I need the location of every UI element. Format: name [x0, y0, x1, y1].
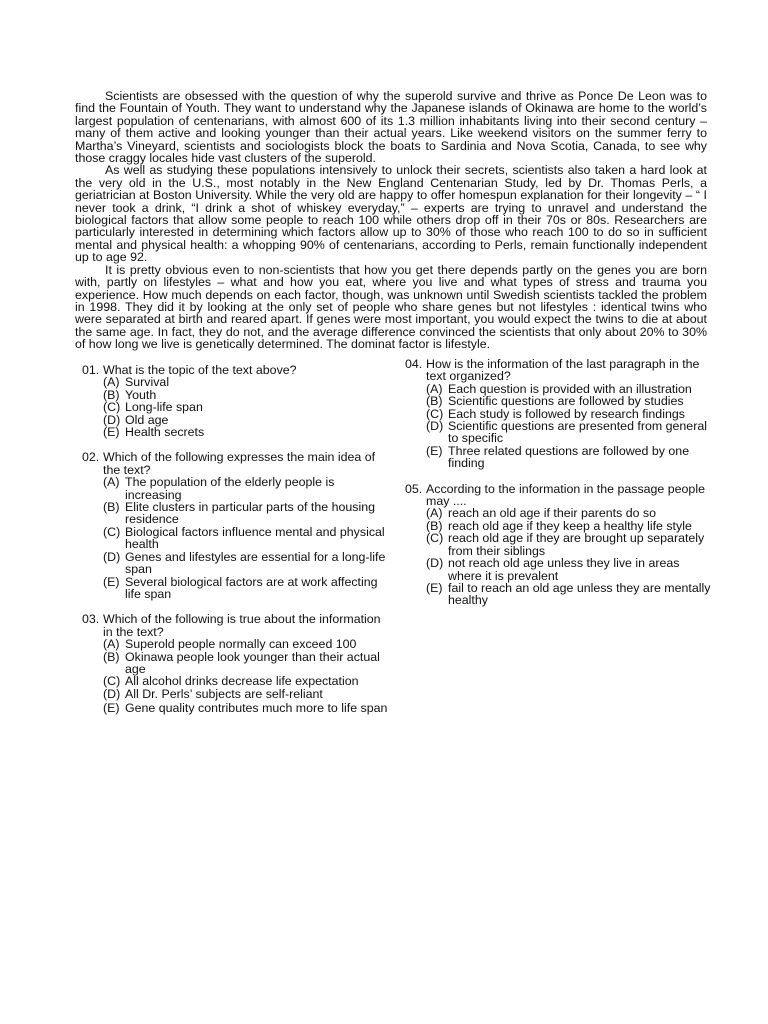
option-text: fail to reach an old age unless they are mentally healthy: [448, 580, 711, 608]
option-d: [426, 420, 711, 445]
question-stem: [405, 358, 711, 383]
option-letter: (A): [103, 475, 120, 490]
option-letter: (D): [426, 419, 444, 434]
option-text: All Dr. Perls’ subjects are self-reliant: [125, 686, 323, 701]
option-text: Each question is provided with an illustration: [448, 381, 692, 396]
question-01: [82, 364, 388, 438]
question-text: According to the information in the passage people may ....: [426, 481, 705, 509]
option-text: Each study is followed by research findings: [448, 406, 685, 421]
option-letter: (C): [426, 406, 444, 421]
option-text: All alcohol drinks decrease life expectation: [125, 674, 359, 689]
option-e: [426, 445, 711, 470]
question-stem: [82, 451, 388, 476]
option-letter: (D): [103, 412, 121, 427]
question-text: Which of the following is true about the information in the text?: [103, 612, 381, 639]
option-text: Genes and lifestyles are essential for a long-life span: [125, 549, 386, 577]
option-text: Elite clusters in particular parts of the housing residence: [125, 500, 376, 527]
question-stem: [405, 483, 711, 508]
question-04: [405, 358, 711, 470]
option-letter: (D): [103, 549, 121, 564]
option-letter: (C): [103, 674, 121, 689]
option-text: Scientific questions are followed by studies: [448, 394, 684, 409]
question-text: What is the topic of the text above?: [103, 363, 297, 377]
question-number: 02.: [82, 450, 100, 465]
reading-passage: [75, 90, 707, 351]
questions-right-column: [405, 358, 711, 620]
option-text: Long-life span: [125, 400, 203, 415]
answer-options: [103, 376, 388, 438]
question-number: 01.: [82, 363, 100, 377]
option-d: [426, 557, 711, 582]
option-e: [103, 576, 388, 601]
option-c: [426, 532, 711, 557]
option-text: reach an old age if their parents do so: [448, 506, 657, 521]
question-stem: [82, 613, 388, 638]
option-letter: (E): [103, 574, 120, 589]
answer-options: [426, 383, 711, 470]
answer-options: [103, 476, 388, 600]
option-text: Youth: [125, 387, 157, 402]
option-text: Survival: [125, 375, 170, 390]
option-text: Three related questions are followed by one finding: [448, 443, 690, 471]
option-e: [426, 582, 711, 607]
option-a: [103, 476, 388, 501]
option-letter: (D): [103, 686, 121, 701]
option-letter: (E): [426, 443, 443, 458]
option-d: [103, 688, 388, 700]
question-number: 04.: [405, 357, 423, 371]
option-letter: (B): [103, 500, 120, 515]
answer-options: [426, 507, 711, 606]
option-letter: (E): [103, 425, 120, 440]
option-letter: (B): [426, 518, 443, 533]
option-letter: (C): [103, 524, 121, 539]
option-letter: (C): [103, 400, 121, 415]
question-03: [82, 613, 388, 716]
option-c: [103, 526, 388, 551]
option-letter: (A): [426, 381, 443, 396]
option-text: Several biological factors are at work affecting life span: [125, 574, 378, 601]
passage-paragraph-2: As well as studying these populations intensively to unlock their secrets, scientists also taken a hard look at the very old in the U.S., most notably in the New England Centenarian Study, led by Dr. Thomas Perls, a geriatrician at Boston University. While the very old are happy to offer homespun explanation for their longevity – “ I never took a drink, “I drink a shot of whiskey everyday,” – experts are trying to unravel and understand the biological factors that allow some people to reach 100 while others drop off in their 70s or 80s. Researchers are particularly interested in determining which factors allow up to 30% of those who reach 100 to do so in sufficient mental and physical health: a whopping 90% of centenarians, according to Perls, remain functionally independent up to age 92.: [75, 163, 707, 265]
option-d: [103, 551, 388, 576]
option-text: reach old age if they are brought up separately from their siblings: [448, 531, 705, 558]
option-text: Old age: [125, 412, 169, 427]
option-text: Okinawa people look younger than their actual age: [125, 649, 380, 676]
option-letter: (A): [103, 637, 120, 652]
option-text: The population of the elderly people is increasing: [125, 475, 335, 502]
option-b: [103, 651, 388, 676]
question-02: [82, 451, 388, 600]
option-text: not reach old age unless they live in areas where it is prevalent: [448, 556, 680, 583]
option-letter: (A): [426, 506, 443, 521]
question-text: How is the information of the last paragraph in the text organized?: [426, 357, 700, 384]
passage-paragraph-3: It is pretty obvious even to non-scientists that how you get there depends partly on the genes you are born with, partly on lifestyles – what and how you eat, where you live and what types of stress and trauma you experience. How much depends on each factor, though, was unknown until Swedish scientists tackled the problem in 1998. They did it by looking at the only set of people who share genes but not lifestyles : identical twins who were separated at birth and reared apart. If genes were most important, you would expect the twins to die at about the same age. In fact, they do not, and the average difference convinced the scientists that only about 20% to 30% of how long we live is genetically determined. The dominat factor is lifestyle.: [75, 262, 707, 352]
option-text: Scientific questions are presented from general to specific: [448, 419, 707, 446]
option-e: [103, 700, 388, 716]
option-letter: (D): [426, 556, 444, 571]
question-number: 05.: [405, 481, 423, 496]
question-text: Which of the following expresses the main idea of the text?: [103, 450, 376, 477]
option-letter: (C): [426, 531, 444, 546]
option-text: Biological factors influence mental and physical health: [125, 524, 385, 552]
questions-left-column: [82, 364, 388, 729]
question-05: [405, 483, 711, 607]
option-text: Health secrets: [125, 425, 205, 440]
answer-options: [103, 638, 388, 716]
option-e: [103, 426, 388, 438]
question-number: 03.: [82, 612, 100, 627]
option-letter: (B): [103, 649, 120, 664]
option-letter: (E): [103, 701, 120, 716]
passage-paragraph-1: Scientists are obsessed with the question of why the superold survive and thrive as Ponce De Leon was to find the Fountain of Youth. They want to understand why the Japanese islands of Okinawa are home to the world’s largest population of centenarians, with almost 600 of its 1.3 million inhabitants living into their second century – many of them active and looking younger than their actual years. Like weekend visitors on the summer ferry to Martha’s Vineyard, scientists and sociologists block the boats to Sardinia and Nova Scotia, Canada, to see why those craggy locales hide vast clusters of the superold.: [75, 89, 707, 166]
option-letter: (B): [426, 394, 443, 409]
option-text: Gene quality contributes much more to life span: [125, 701, 388, 716]
option-text: Superold people normally can exceed 100: [125, 637, 357, 652]
option-text: reach old age if they keep a healthy life style: [448, 518, 692, 533]
option-letter: (E): [426, 580, 443, 595]
option-letter: (A): [103, 375, 120, 390]
option-letter: (B): [103, 387, 120, 402]
option-b: [103, 501, 388, 526]
